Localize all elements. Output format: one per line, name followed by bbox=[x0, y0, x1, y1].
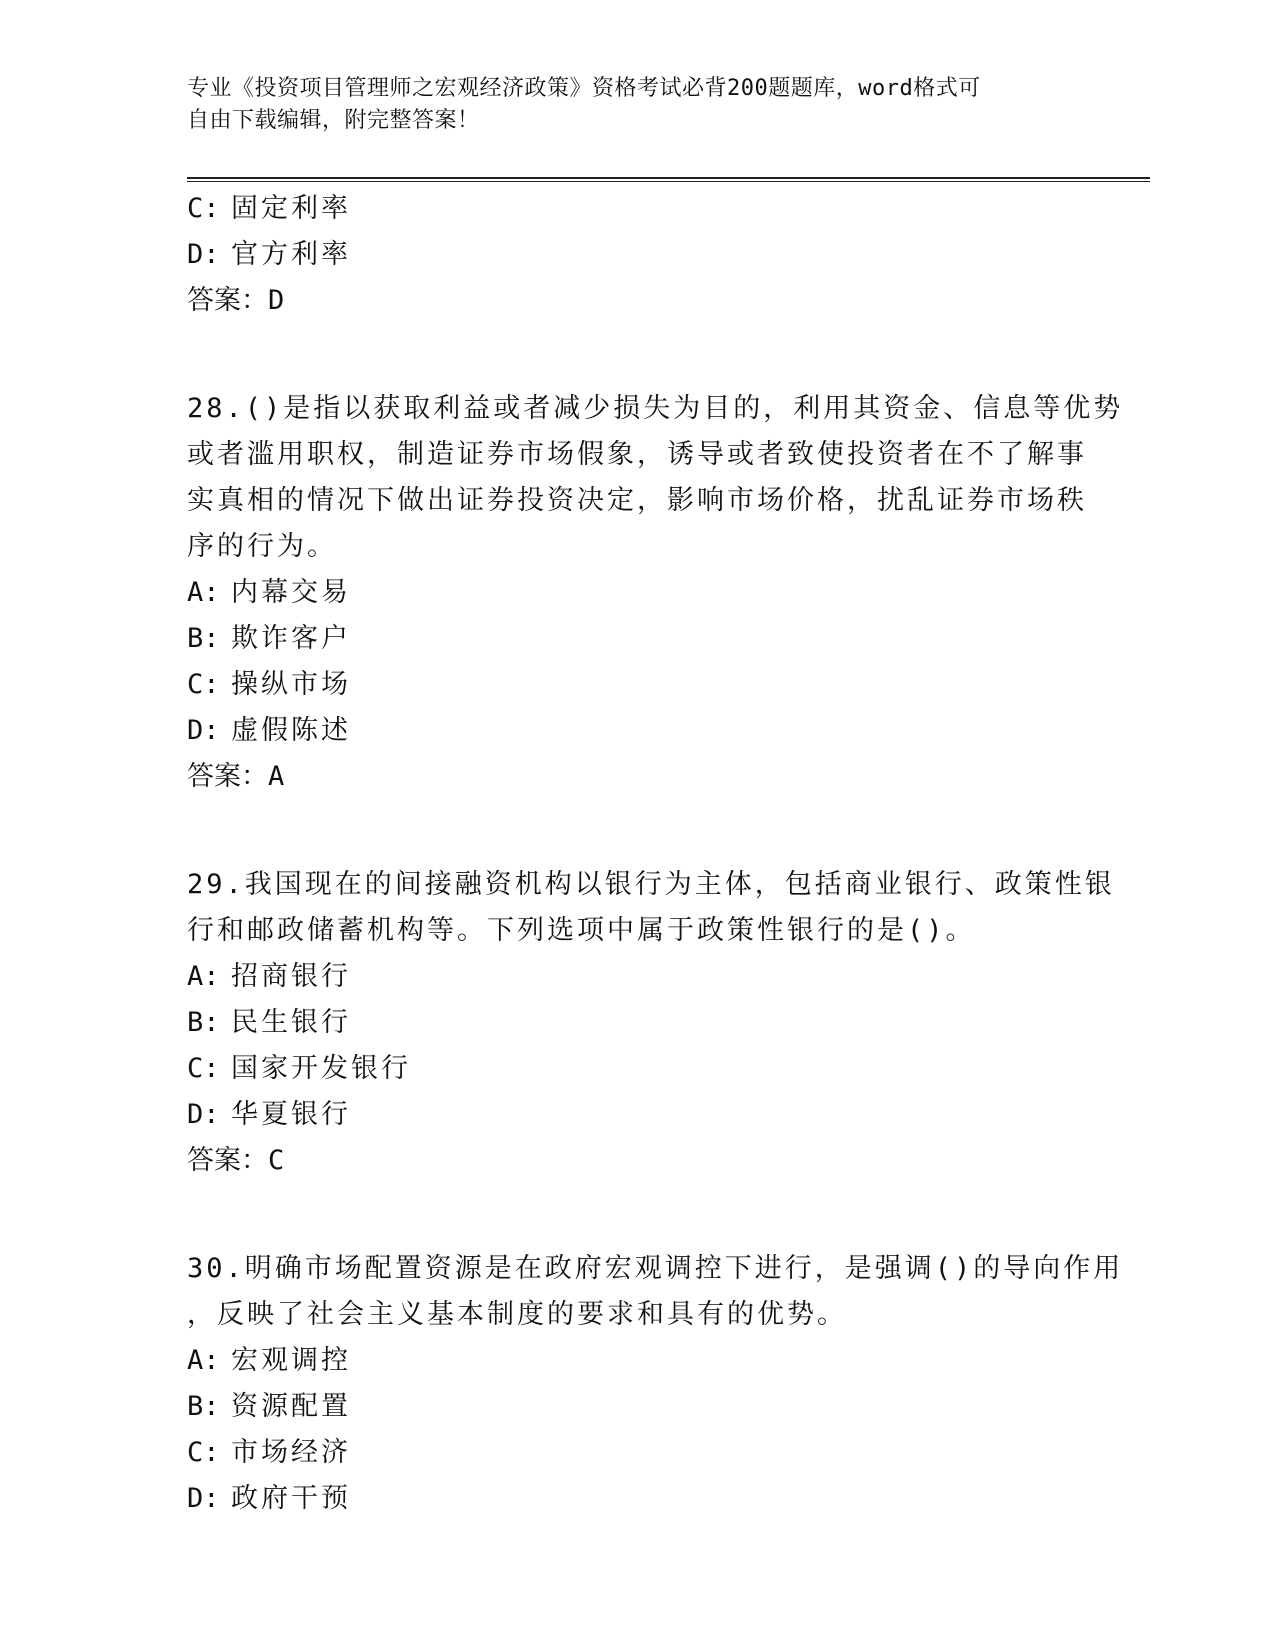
header-title-line-2: 自由下载编辑，附完整答案！ bbox=[187, 108, 480, 133]
option-text: 市场经济 bbox=[231, 1437, 351, 1468]
question-text-line: 或者滥用职权，制造证券市场假象，诱导或者致使投资者在不了解事 bbox=[187, 439, 1087, 470]
option-d bbox=[187, 232, 1087, 278]
question-text-line: 30.明确市场配置资源是在政府宏观调控下进行，是强调()的导向作用 bbox=[187, 1253, 1124, 1284]
option-text: 政府干预 bbox=[231, 1483, 351, 1514]
answer-line bbox=[187, 278, 1087, 324]
option-label: A: bbox=[187, 1345, 220, 1376]
option-a bbox=[187, 1338, 1087, 1384]
option-label: A: bbox=[187, 577, 220, 608]
question-text-line: 28.()是指以获取利益或者减少损失为目的，利用其资金、信息等优势 bbox=[187, 393, 1124, 424]
option-d bbox=[187, 708, 1087, 754]
option-text: 内幕交易 bbox=[231, 577, 351, 608]
option-text: 资源配置 bbox=[231, 1391, 351, 1422]
option-b bbox=[187, 616, 1087, 662]
option-label: D: bbox=[187, 239, 220, 270]
document-body bbox=[187, 186, 1124, 1522]
option-label: D: bbox=[187, 1483, 220, 1514]
answer-line bbox=[187, 1138, 1087, 1184]
option-text: 国家开发银行 bbox=[231, 1053, 411, 1084]
answer-value: C bbox=[268, 1145, 285, 1176]
option-label: D: bbox=[187, 715, 220, 746]
option-a bbox=[187, 954, 1087, 1000]
answer-line bbox=[187, 754, 1087, 800]
option-label: C: bbox=[187, 1053, 220, 1084]
option-label: B: bbox=[187, 1391, 220, 1422]
option-label: C: bbox=[187, 669, 220, 700]
option-text: 宏观调控 bbox=[231, 1345, 351, 1376]
question-27-tail bbox=[187, 186, 1087, 324]
option-d bbox=[187, 1092, 1087, 1138]
option-d bbox=[187, 1476, 1087, 1522]
option-label: A: bbox=[187, 961, 220, 992]
option-label: B: bbox=[187, 623, 220, 654]
option-label: C: bbox=[187, 193, 220, 224]
answer-value: D bbox=[268, 285, 285, 316]
question-text-line: 实真相的情况下做出证券投资决定，影响市场价格，扰乱证券市场秩 bbox=[187, 485, 1087, 516]
header-title-line-1: 专业《投资项目管理师之宏观经济政策》资格考试必背200题题库，word格式可 bbox=[187, 76, 981, 101]
option-text: 虚假陈述 bbox=[231, 715, 351, 746]
question-text-line: 29.我国现在的间接融资机构以银行为主体，包括商业银行、政策性银 bbox=[187, 869, 1115, 900]
option-a bbox=[187, 570, 1087, 616]
answer-prefix: 答案： bbox=[187, 761, 268, 792]
answer-value: A bbox=[268, 761, 285, 792]
option-text: 华夏银行 bbox=[231, 1099, 351, 1130]
option-c bbox=[187, 186, 1087, 232]
question-30 bbox=[187, 1246, 1124, 1522]
answer-prefix: 答案： bbox=[187, 285, 268, 316]
option-label: C: bbox=[187, 1437, 220, 1468]
option-text: 欺诈客户 bbox=[231, 623, 351, 654]
option-label: D: bbox=[187, 1099, 220, 1130]
question-29 bbox=[187, 862, 1115, 1184]
option-c bbox=[187, 1430, 1087, 1476]
answer-prefix: 答案： bbox=[187, 1145, 268, 1176]
option-text: 固定利率 bbox=[231, 193, 351, 224]
question-text-line: ，反映了社会主义基本制度的要求和具有的优势。 bbox=[187, 1299, 847, 1330]
page-header bbox=[187, 73, 1067, 137]
option-b bbox=[187, 1000, 1087, 1046]
option-label: B: bbox=[187, 1007, 220, 1038]
question-28 bbox=[187, 386, 1124, 800]
option-text: 操纵市场 bbox=[231, 669, 351, 700]
option-text: 官方利率 bbox=[231, 239, 351, 270]
question-text-line: 序的行为。 bbox=[187, 531, 337, 562]
option-text: 招商银行 bbox=[231, 961, 351, 992]
question-text-line: 行和邮政储蓄机构等。下列选项中属于政策性银行的是()。 bbox=[187, 915, 976, 946]
option-c bbox=[187, 662, 1087, 708]
header-divider bbox=[187, 177, 1150, 182]
option-c bbox=[187, 1046, 1087, 1092]
option-text: 民生银行 bbox=[231, 1007, 351, 1038]
option-b bbox=[187, 1384, 1087, 1430]
